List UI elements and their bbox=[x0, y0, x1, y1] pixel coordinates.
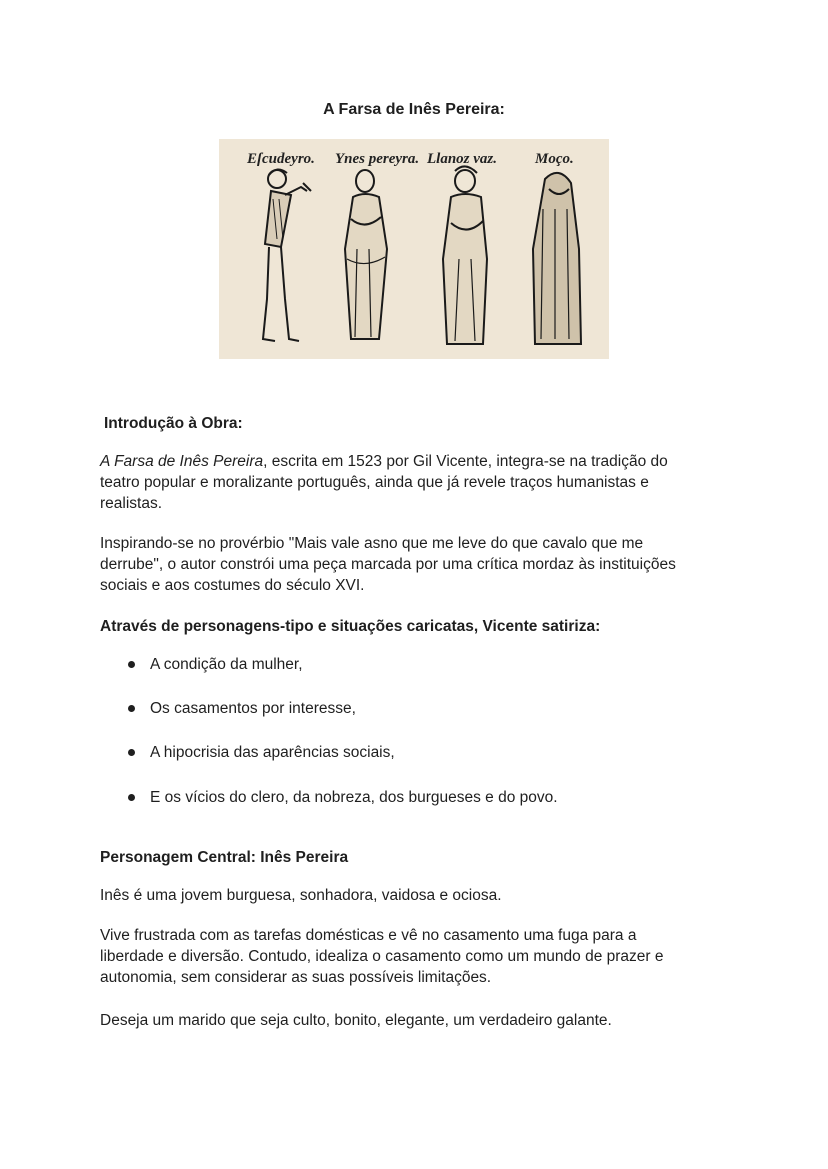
woodcut-illustration bbox=[219, 139, 609, 359]
central-paragraph-2 bbox=[100, 925, 728, 988]
central-paragraph-3: Deseja um marido que seja culto, bonito, elegante, um verdadeiro galante. bbox=[100, 1012, 612, 1029]
central-paragraph-1: Inês é uma jovem burguesa, sonhadora, vaidosa e ociosa. bbox=[100, 887, 502, 904]
bullet-icon bbox=[128, 661, 135, 668]
para4-line2: liberdade e diversão. Contudo, idealiza o casamento como um mundo de prazer e bbox=[100, 948, 664, 965]
caption-escudeiro: Eſcudeyro. bbox=[247, 151, 315, 167]
woodcut-figures bbox=[219, 139, 609, 359]
intro-paragraph-2 bbox=[100, 533, 728, 596]
central-character-heading: Personagem Central: Inês Pereira bbox=[100, 849, 349, 866]
para1-line2: teatro popular e moralizante português, ainda que já revele traços humanistas e bbox=[100, 474, 649, 491]
para4-line1: Vive frustrada com as tarefas domésticas e vê no casamento uma fuga para a bbox=[100, 927, 637, 944]
document-page: A Farsa de Inês Pereira: Eſcudeyro. Ynes pereyra. Llanoz vaz. Moço. Introdução à Obra: A Farsa de Inês Pereira, escrita em 1523 por Gil Vicente, integra-se na tradição do teatro popular e moralizante português, ainda que já revele traços humanistas e realistas. Inspirando-se no provérbio "Mais vale asno que me leve do que cavalo que me derrube", o autor constrói uma peça marcada por uma crítica mordaz às instituições sociais e aos costumes do século XVI. Através de personagens-tipo e situações caricatas, Vicente satiriza: A condição da mulher, Os casamentos por interesse, A hipocrisia das aparências sociais, E os vícios do clero, da nobreza, dos burgueses e do povo. Personagem Central: Inês Pereira Inês é uma jovem burguesa, sonhadora, vaidosa e ociosa. Vive frustrada com as tarefas domésticas e vê no casamento uma fuga para a liberdade e diversão. Contudo, idealiza o casamento como um mundo de prazer e autonomia, sem considerar as suas possíveis limitações. Deseja um marido que seja culto, bonito, elegante, um verdadeiro galante. bbox=[0, 0, 828, 1169]
para2-line1: Inspirando-se no provérbio "Mais vale asno que me leve do que cavalo que me bbox=[100, 535, 644, 552]
para1-line1: , escrita em 1523 por Gil Vicente, integra-se na tradição do bbox=[263, 453, 668, 470]
para2-line2: derrube", o autor constrói uma peça marcada por uma crítica mordaz às instituições bbox=[100, 556, 676, 573]
bullet-icon bbox=[128, 794, 135, 801]
satire-heading: Através de personagens-tipo e situações caricatas, Vicente satiriza: bbox=[100, 618, 601, 635]
document-title: A Farsa de Inês Pereira: bbox=[323, 101, 505, 118]
intro-heading: Introdução à Obra: bbox=[104, 415, 243, 432]
para2-line3: sociais e aos costumes do século XVI. bbox=[100, 577, 365, 594]
bullet-icon bbox=[128, 705, 135, 712]
work-title-italic: A Farsa de Inês Pereira bbox=[100, 453, 264, 470]
caption-lianor: Llanoz vaz. bbox=[427, 151, 498, 167]
caption-ines: Ynes pereyra. bbox=[335, 151, 420, 167]
para1-line3: realistas. bbox=[100, 495, 163, 512]
bullet-icon bbox=[128, 749, 135, 756]
caption-moco: Moço. bbox=[535, 151, 574, 167]
intro-paragraph-1 bbox=[100, 451, 728, 514]
para4-line3: autonomia, sem considerar as suas possíveis limitações. bbox=[100, 969, 492, 986]
